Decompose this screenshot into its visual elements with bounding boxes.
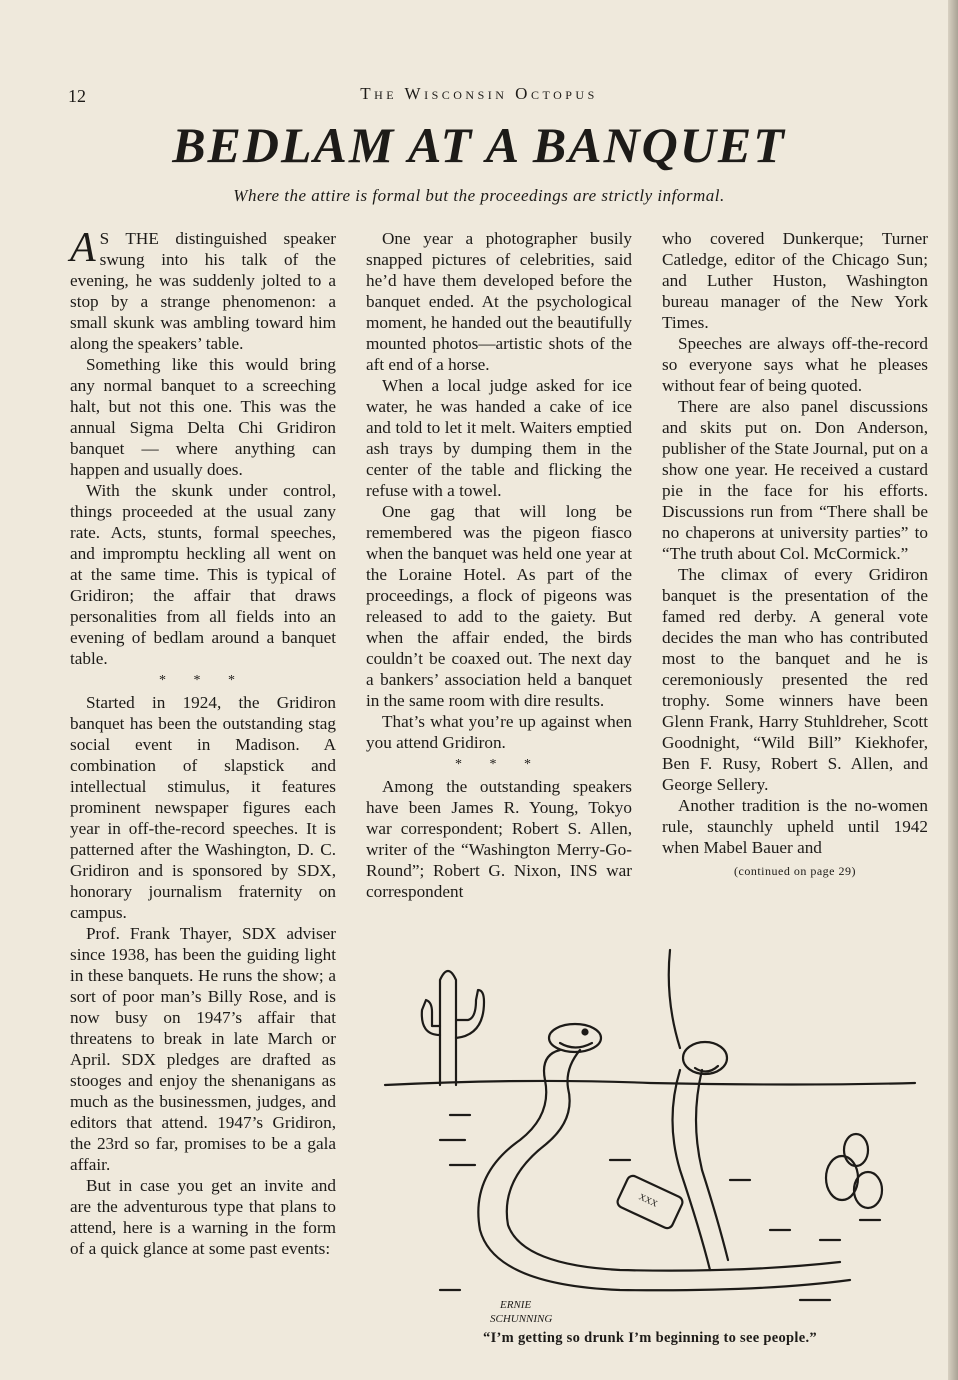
paragraph: who covered Dunkerque; Turner Catledge, editor of the Chicago Sun; and Luther Huston, Washington bureau manager of the New York Times.	[662, 229, 928, 332]
paragraph: But in case you get an invite and are the adventurous type that plans to attend, here is a warning in the form of a quick glance at some past events:	[70, 1176, 336, 1258]
cartoon-caption: “I’m getting so drunk I’m beginning to see people.”	[483, 1330, 817, 1346]
continued-note: (continued on page 29)	[734, 864, 856, 878]
paragraph: Another tradition is the no-women rule, staunchly upheld until 1942 when Mabel Bauer and	[662, 796, 928, 857]
paragraph: With the skunk under control, things proceeded at the usual zany rate. Acts, stunts, formal speeches, and impromptu heckling all went on at the same time. This is typical of Gridiron; the affair that draws personalities from all fields into an evening of bedlam around a banquet table.	[70, 481, 336, 668]
paragraph: That’s what you’re up against when you attend Gridiron.	[366, 712, 632, 752]
article-title: BEDLAM AT A BANQUET	[172, 117, 786, 173]
page-edge	[948, 0, 958, 1380]
section-separator: * * *	[455, 757, 543, 772]
bottle-icon	[616, 1174, 685, 1230]
artist-signature-line1: ERNIE	[500, 1299, 532, 1311]
paragraph: One gag that will long be remembered was the pigeon fiasco when the banquet was held one year at the Loraine Hotel. As part of the proceedings, a flock of pigeons was released to add to the gaiety. But when the affair ended, the birds couldn’t be coaxed out. The next day a bankers’ association held a banquet in the same room with dire results.	[366, 502, 632, 710]
paragraph: A S THE distinguished speaker swung into his talk of the evening, he was suddenly jolted to a stop by a strange phenomenon: a small skunk was ambling toward him along the speakers’ table.	[70, 225, 336, 353]
bottle-label: XXX	[637, 1191, 660, 1209]
drop-cap: A	[70, 225, 96, 271]
snake-icon	[669, 950, 728, 1270]
page-number: 12	[68, 86, 86, 106]
paragraph: Started in 1924, the Gridiron banquet has been the outstanding stag social event in Madison. A combination of slapstick and intellectual stimulus, it features prominent newspaper figures each year in off-the-record speeches. It is patterned after the Washington, D. C. Gridiron and is sponsored by SDX, honorary journalism fraternity on campus.	[70, 693, 336, 922]
paragraph: Among the outstanding speakers have been James R. Young, Tokyo war correspondent; Robert S. Allen, writer of the “Washington Merry-Go-Round”; Robert G. Nixon, INS war correspondent	[366, 777, 632, 901]
small-cactus-icon	[826, 1134, 882, 1208]
paragraph: The climax of every Gridiron banquet is the presentation of the famed red derby. A general vote decides the man who has contributed most to the banquet and he is ceremoniously presented the red trophy. Some winners have been Glenn Frank, Harry Stuhldreher, Scott Goodnight, “Wild Bill” Kiekhofer, Ben F. Rusy, Robert S. Allen, and George Sellery.	[662, 565, 928, 794]
section-separator: * * *	[159, 673, 247, 688]
paragraph: Speeches are always off-the-record so everyone says what he pleases without fear of being quoted.	[662, 334, 928, 395]
paragraph: There are also panel discussions and skits put on. Don Anderson, publisher of the State Journal, put on a show one year. He received a custard pie in the face for his efforts. Discussions run from “There shall be no chaperons at university parties” to “The truth about Col. McCormick.”	[662, 397, 928, 563]
column-2	[366, 228, 632, 902]
paragraph: Prof. Frank Thayer, SDX adviser since 1938, has been the guiding light in these banquets. He runs the show; a sort of poor man’s Billy Rose, and is now busy on 1947’s affair that threatens to break in late March or April. SDX pledges are drafted as stooges and enjoy the shenanigans as much as the businessmen, judges, and editors that attend. 1947’s Gridiron, the 23rd so far, promises to be a gala affair.	[70, 924, 336, 1174]
paragraph: One year a photographer busily snapped pictures of celebrities, said he’d have them developed before the banquet ended. At the psychological moment, he handed out the beautifully mounted photos—artistic shots of the aft end of a horse.	[366, 229, 632, 374]
cactus-icon	[422, 971, 484, 1085]
snake-icon	[478, 1024, 850, 1290]
artist-signature-line2: SCHUNNING	[490, 1313, 553, 1325]
cartoon-illustration	[380, 940, 920, 1330]
paragraph: When a local judge asked for ice water, he was handed a cake of ice and told to let it melt. Waiters emptied ash trays by dumping them in the center of the table and flicking the refuse with a towel.	[366, 376, 632, 500]
column-1	[70, 225, 336, 1259]
article-subtitle: Where the attire is formal but the proceedings are strictly informal.	[233, 186, 725, 205]
paragraph: Something like this would bring any normal banquet to a screeching halt, but not this one. This was the annual Sigma Delta Chi Gridiron banquet — where anything can happen and usually does.	[70, 355, 336, 479]
horizon-line	[385, 1081, 915, 1085]
running-title: The Wisconsin Octopus	[360, 84, 598, 103]
column-3	[662, 228, 928, 882]
